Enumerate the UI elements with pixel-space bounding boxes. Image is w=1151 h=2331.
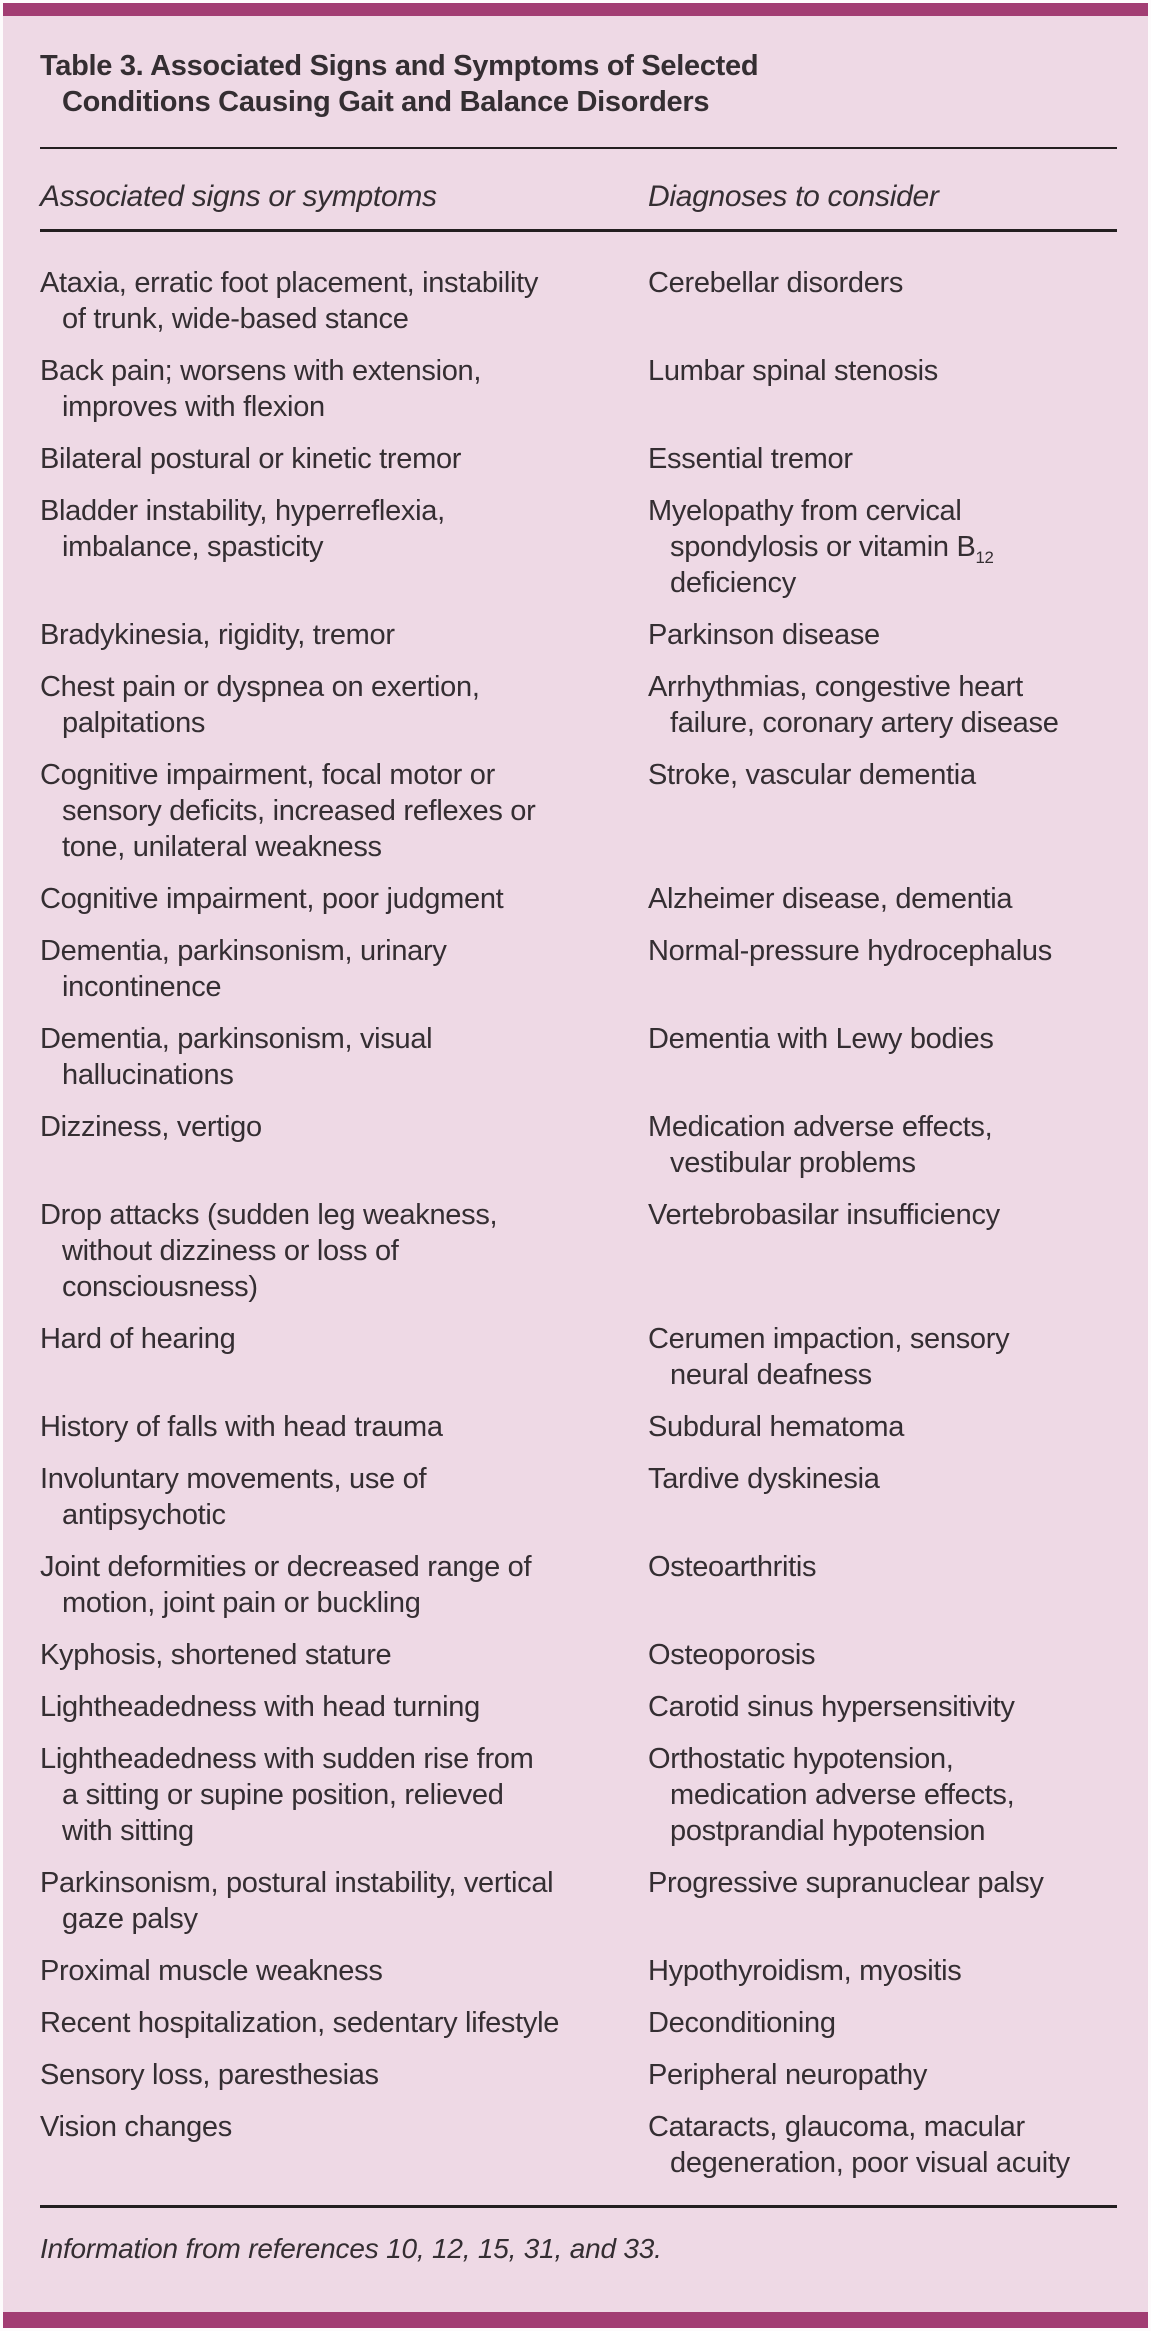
- text-line: Deconditioning: [648, 2007, 836, 2039]
- text-line: Bladder instability, hyperreflexia,: [40, 495, 445, 527]
- diagnoses-cell: [648, 441, 1117, 477]
- text-line: Bilateral postural or kinetic tremor: [40, 443, 462, 475]
- text-line: failure, coronary artery disease: [670, 707, 1059, 739]
- text-line: Dementia, parkinsonism, urinary: [40, 935, 447, 967]
- table-row: [40, 2005, 1117, 2057]
- diagnoses-cell: [648, 669, 1117, 741]
- text-line: Dementia with Lewy bodies: [648, 1023, 994, 1055]
- symptoms-cell: [40, 617, 648, 653]
- table-title: [40, 48, 1117, 120]
- diagnoses-cell: [648, 1461, 1117, 1497]
- symptoms-cell: [40, 2109, 648, 2145]
- footnote-rule: [40, 2205, 1117, 2208]
- text-line: Essential tremor: [648, 443, 853, 475]
- header-rule: [40, 229, 1117, 232]
- text-line: Lightheadedness with head turning: [40, 1691, 480, 1723]
- table-row: [40, 1021, 1117, 1109]
- title-rule: [40, 147, 1117, 149]
- text-line: Vision changes: [40, 2111, 232, 2143]
- diagnoses-cell: [648, 353, 1117, 389]
- text-line: Carotid sinus hypersensitivity: [648, 1691, 1015, 1723]
- table-row: [40, 757, 1117, 881]
- symptoms-cell: [40, 1689, 648, 1725]
- table-row: [40, 353, 1117, 441]
- text-line: spondylosis or vitamin $B_{12}$: [670, 531, 994, 567]
- table-row: [40, 2109, 1117, 2197]
- symptoms-cell: [40, 493, 648, 565]
- text-line: antipsychotic: [62, 1499, 226, 1531]
- text-line: Normal-pressure hydrocephalus: [648, 935, 1052, 967]
- text-line: of trunk, wide-based stance: [62, 303, 409, 335]
- text-line: Myelopathy from cervical: [648, 495, 962, 527]
- symptoms-cell: [40, 757, 648, 865]
- text-line: medication adverse effects,: [670, 1779, 1015, 1811]
- text-line: neural deafness: [670, 1359, 872, 1391]
- diagnoses-cell: [648, 493, 1117, 601]
- text-line: Peripheral neuropathy: [648, 2059, 928, 2091]
- text-line: with sitting: [62, 1815, 194, 1847]
- text-line: vestibular problems: [670, 1147, 916, 1179]
- text-line: Cognitive impairment, focal motor or: [40, 759, 495, 791]
- footnote: Information from references 10, 12, 15, 31, and 33.: [40, 2233, 662, 2264]
- text-line: Joint deformities or decreased range of: [40, 1551, 532, 1583]
- diagnoses-cell: [648, 2057, 1117, 2093]
- symptoms-cell: [40, 1409, 648, 1445]
- text-line: Osteoporosis: [648, 1639, 816, 1671]
- text-line: deficiency: [670, 567, 796, 599]
- text-line: Alzheimer disease, dementia: [648, 883, 1013, 915]
- diagnoses-cell: [648, 881, 1117, 917]
- table-row: [40, 933, 1117, 1021]
- text-line: Sensory loss, paresthesias: [40, 2059, 379, 2091]
- text-line: History of falls with head trauma: [40, 1411, 443, 1443]
- table-row: [40, 1741, 1117, 1865]
- diagnoses-cell: [648, 265, 1117, 301]
- text-line: consciousness): [62, 1271, 258, 1303]
- text-line: sensory deficits, increased reflexes or: [62, 795, 536, 827]
- text-line: degeneration, poor visual acuity: [670, 2147, 1070, 2179]
- text-line: Chest pain or dyspnea on exertion,: [40, 671, 480, 703]
- diagnoses-cell: [648, 2005, 1117, 2041]
- table-row: [40, 1409, 1117, 1461]
- symptoms-cell: [40, 2057, 648, 2093]
- symptoms-cell: [40, 2005, 648, 2041]
- diagnoses-cell: [648, 1689, 1117, 1725]
- diagnoses-cell: [648, 1021, 1117, 1057]
- top-accent-bar: [3, 3, 1148, 16]
- symptoms-cell: [40, 1549, 648, 1621]
- symptoms-cell: [40, 353, 648, 425]
- diagnoses-cell: [648, 933, 1117, 969]
- text-line: Medication adverse effects,: [648, 1111, 993, 1143]
- symptoms-cell: [40, 669, 648, 741]
- diagnoses-cell: [648, 1197, 1117, 1233]
- diagnoses-cell: [648, 2109, 1117, 2181]
- symptoms-cell: [40, 1741, 648, 1849]
- table-row: [40, 1321, 1117, 1409]
- symptoms-cell: [40, 1953, 648, 1989]
- symptoms-cell: [40, 265, 648, 337]
- text-line: Cerumen impaction, sensory: [648, 1323, 1010, 1355]
- text-line: Tardive dyskinesia: [648, 1463, 880, 1495]
- text-line: Bradykinesia, rigidity, tremor: [40, 619, 395, 651]
- diagnoses-cell: [648, 1321, 1117, 1393]
- diagnoses-cell: [648, 1409, 1117, 1445]
- symptoms-cell: [40, 1461, 648, 1533]
- table-row: [40, 881, 1117, 933]
- text-line: Drop attacks (sudden leg weakness,: [40, 1199, 498, 1231]
- text-line: Ataxia, erratic foot placement, instability: [40, 267, 539, 299]
- text-line: Arrhythmias, congestive heart: [648, 671, 1023, 703]
- table-row: [40, 1549, 1117, 1637]
- table-row: [40, 1689, 1117, 1741]
- text-line: Lightheadedness with sudden rise from: [40, 1743, 534, 1775]
- text-line: imbalance, spasticity: [62, 531, 324, 563]
- bottom-accent-bar: [3, 2312, 1148, 2328]
- text-line: Cognitive impairment, poor judgment: [40, 883, 504, 915]
- symptoms-cell: [40, 1321, 648, 1357]
- symptoms-cell: [40, 1021, 648, 1093]
- text-line: Table 3. Associated Signs and Symptoms of Selected: [40, 50, 759, 82]
- diagnoses-cell: [648, 1637, 1117, 1673]
- diagnoses-cell: [648, 1549, 1117, 1585]
- symptoms-cell: [40, 1865, 648, 1937]
- column-header-symptoms: Associated signs or symptoms: [40, 180, 437, 213]
- text-line: Cataracts, glaucoma, macular: [648, 2111, 1025, 2143]
- text-line: Orthostatic hypotension,: [648, 1743, 954, 1775]
- diagnoses-cell: [648, 1109, 1117, 1181]
- text-line: Vertebrobasilar insufficiency: [648, 1199, 1000, 1231]
- table-row: [40, 1109, 1117, 1197]
- symptoms-cell: [40, 933, 648, 1005]
- column-headers: [40, 179, 1117, 215]
- text-line: Back pain; worsens with extension,: [40, 355, 482, 387]
- table-row: [40, 265, 1117, 353]
- diagnoses-cell: [648, 617, 1117, 653]
- diagnoses-cell: [648, 1741, 1117, 1849]
- diagnoses-cell: [648, 1865, 1117, 1901]
- text-line: motion, joint pain or buckling: [62, 1587, 421, 1619]
- text-line: hallucinations: [62, 1059, 234, 1091]
- text-line: Subdural hematoma: [648, 1411, 905, 1443]
- symptoms-cell: [40, 881, 648, 917]
- text-line: Dementia, parkinsonism, visual: [40, 1023, 433, 1055]
- table-row: [40, 617, 1117, 669]
- text-line: palpitations: [62, 707, 206, 739]
- table-row: [40, 493, 1117, 617]
- text-line: Conditions Causing Gait and Balance Disorders: [62, 86, 710, 118]
- text-line: Dizziness, vertigo: [40, 1111, 262, 1143]
- symptoms-cell: [40, 1197, 648, 1305]
- text-line: Proximal muscle weakness: [40, 1955, 383, 1987]
- table-row: [40, 1461, 1117, 1549]
- table-row: [40, 1637, 1117, 1689]
- text-line: Involuntary movements, use of: [40, 1463, 427, 1495]
- table-row: [40, 1865, 1117, 1953]
- table-row: [40, 1953, 1117, 2005]
- text-line: gaze palsy: [62, 1903, 198, 1935]
- subscript: 12: [975, 547, 994, 567]
- text-line: Hypothyroidism, myositis: [648, 1955, 962, 1987]
- text-line: Progressive supranuclear palsy: [648, 1867, 1044, 1899]
- text-line: without dizziness or loss of: [62, 1235, 399, 1267]
- text-line: Hard of hearing: [40, 1323, 236, 1355]
- text-line: Parkinsonism, postural instability, vertical: [40, 1867, 554, 1899]
- table-panel: [3, 3, 1148, 2328]
- text-line: Lumbar spinal stenosis: [648, 355, 938, 387]
- table-row: [40, 2057, 1117, 2109]
- text-line: a sitting or supine position, relieved: [62, 1779, 504, 1811]
- text-line: Osteoarthritis: [648, 1551, 817, 1583]
- text-line: Recent hospitalization, sedentary lifestyle: [40, 2007, 560, 2039]
- text-line: tone, unilateral weakness: [62, 831, 382, 863]
- text-line: incontinence: [62, 971, 222, 1003]
- table-content: [3, 16, 1148, 2266]
- table-row: [40, 441, 1117, 493]
- text-line: postprandial hypotension: [670, 1815, 986, 1847]
- diagnoses-cell: [648, 1953, 1117, 1989]
- text-line: Kyphosis, shortened stature: [40, 1639, 392, 1671]
- symptoms-table: [40, 265, 1117, 2197]
- text-line: Cerebellar disorders: [648, 267, 904, 299]
- table-row: [40, 1197, 1117, 1321]
- diagnoses-cell: [648, 757, 1117, 793]
- text-line: Stroke, vascular dementia: [648, 759, 976, 791]
- symptoms-cell: [40, 1637, 648, 1673]
- symptoms-cell: [40, 441, 648, 477]
- text-line: Parkinson disease: [648, 619, 880, 651]
- column-header-diagnoses: Diagnoses to consider: [648, 180, 939, 213]
- symptoms-cell: [40, 1109, 648, 1145]
- table-row: [40, 669, 1117, 757]
- text-line: improves with flexion: [62, 391, 325, 423]
